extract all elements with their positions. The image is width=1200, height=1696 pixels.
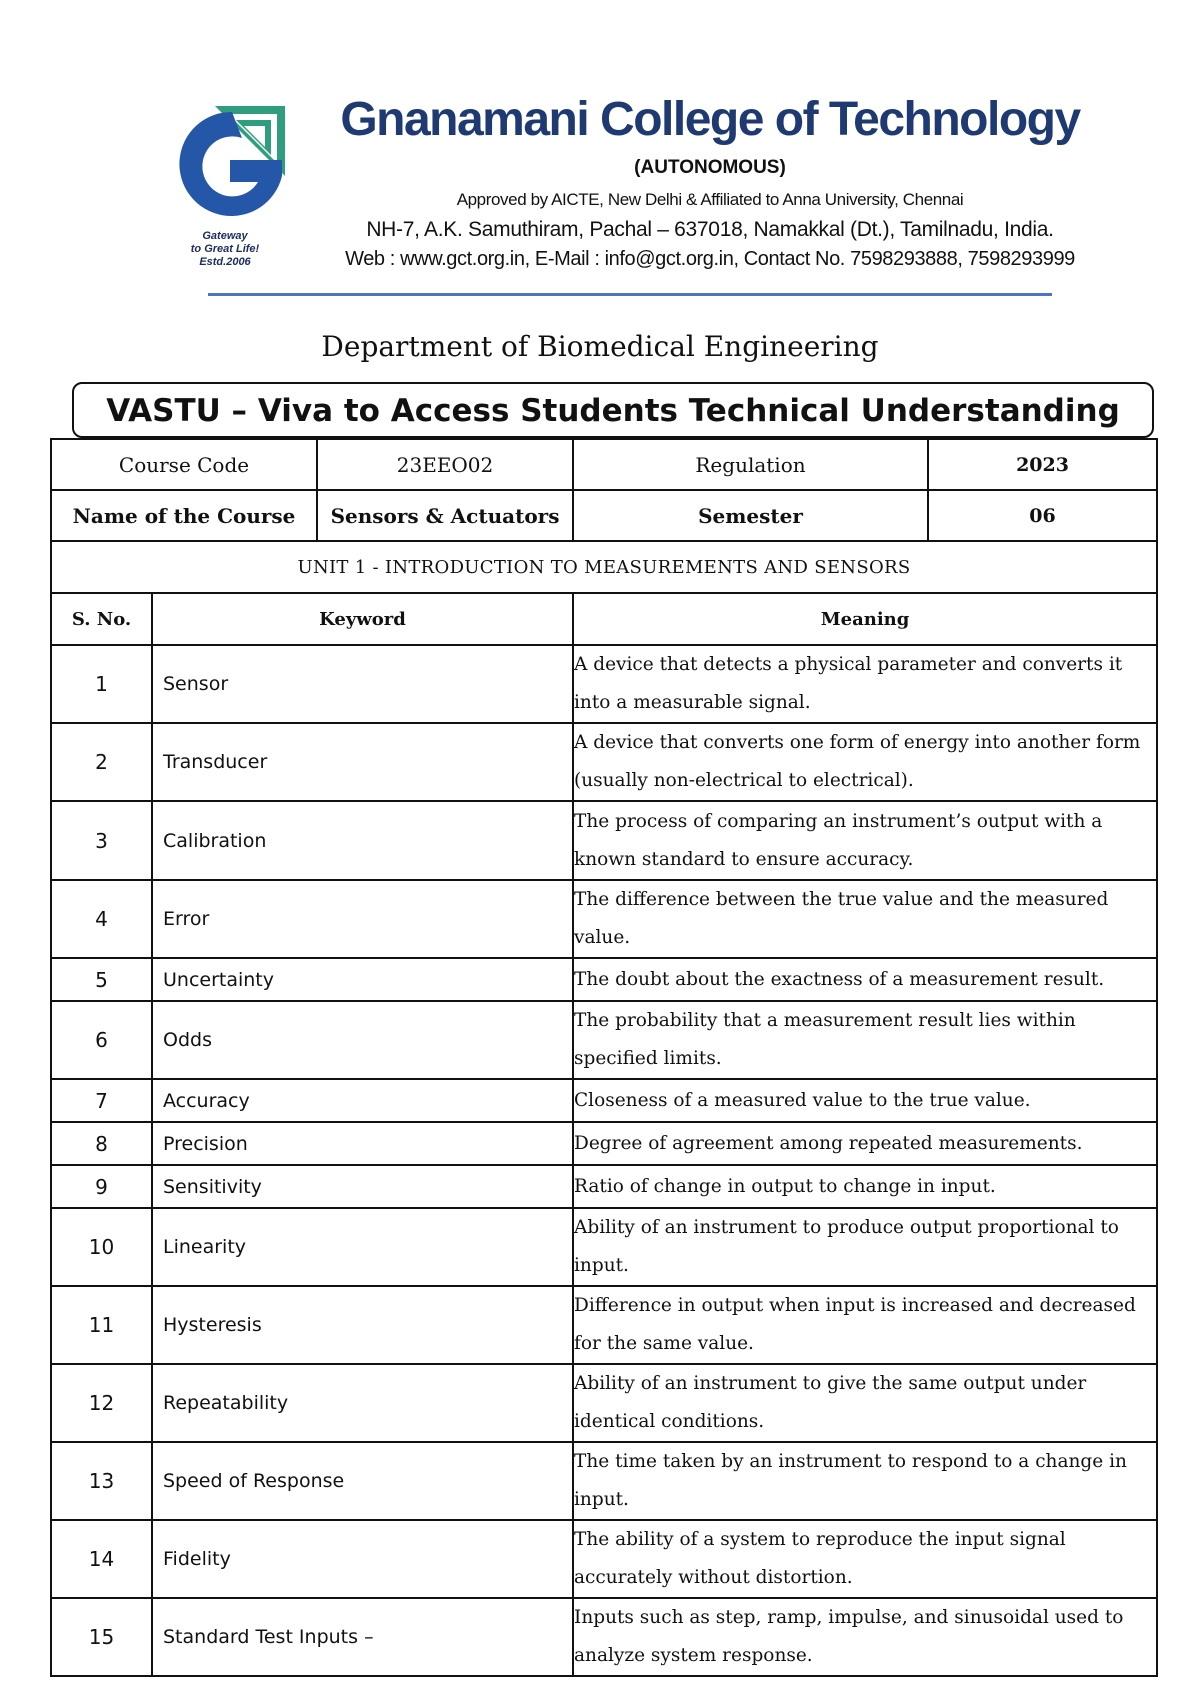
row-keyword: Standard Test Inputs – bbox=[152, 1598, 573, 1676]
row-meaning: Degree of agreement among repeated measurements. bbox=[573, 1122, 1157, 1165]
row-sno: 15 bbox=[51, 1598, 152, 1676]
row-sno: 7 bbox=[51, 1079, 152, 1122]
table-row bbox=[51, 958, 1157, 1001]
row-meaning: Ability of an instrument to produce output proportional to input. bbox=[573, 1208, 1157, 1286]
department-title: Department of Biomedical Engineering bbox=[321, 330, 879, 363]
table-row bbox=[51, 1165, 1157, 1208]
row-meaning: Ratio of change in output to change in input. bbox=[573, 1165, 1157, 1208]
row-meaning: Inputs such as step, ramp, impulse, and sinusoidal used to analyze system response. bbox=[573, 1598, 1157, 1676]
college-logo-icon bbox=[160, 98, 290, 228]
row-sno: 4 bbox=[51, 880, 152, 958]
row-sno: 14 bbox=[51, 1520, 152, 1598]
table-row bbox=[51, 1286, 1157, 1364]
row-keyword: Repeatability bbox=[152, 1364, 573, 1442]
row-sno: 2 bbox=[51, 723, 152, 801]
row-meaning: A device that converts one form of energy into another form (usually non-electrical to electrical). bbox=[573, 723, 1157, 801]
column-header-keyword: Keyword bbox=[152, 593, 573, 645]
table-row bbox=[51, 880, 1157, 958]
row-meaning: Ability of an instrument to give the same output under identical conditions. bbox=[573, 1364, 1157, 1442]
row-meaning: Difference in output when input is increased and decreased for the same value. bbox=[573, 1286, 1157, 1364]
row-keyword: Odds bbox=[152, 1001, 573, 1079]
table-row bbox=[51, 1001, 1157, 1079]
row-keyword: Error bbox=[152, 880, 573, 958]
table-row bbox=[51, 1364, 1157, 1442]
row-keyword: Linearity bbox=[152, 1208, 573, 1286]
table-row bbox=[51, 723, 1157, 801]
college-name: Gnanamani College of Technology bbox=[340, 93, 1080, 146]
regulation-value: 2023 bbox=[928, 439, 1157, 490]
row-keyword: Speed of Response bbox=[152, 1442, 573, 1520]
row-keyword: Sensitivity bbox=[152, 1165, 573, 1208]
course-code-label: Course Code bbox=[51, 439, 317, 490]
autonomous-label: (AUTONOMOUS) bbox=[634, 157, 786, 178]
row-sno: 11 bbox=[51, 1286, 152, 1364]
row-sno: 13 bbox=[51, 1442, 152, 1520]
table-row bbox=[51, 1208, 1157, 1286]
row-keyword: Fidelity bbox=[152, 1520, 573, 1598]
column-header-meaning: Meaning bbox=[573, 593, 1157, 645]
row-sno: 8 bbox=[51, 1122, 152, 1165]
course-code-value: 23EEO02 bbox=[317, 439, 573, 490]
keyword-table bbox=[50, 438, 1158, 1677]
course-code-row bbox=[51, 439, 1157, 490]
row-keyword: Accuracy bbox=[152, 1079, 573, 1122]
row-sno: 5 bbox=[51, 958, 152, 1001]
row-keyword: Uncertainty bbox=[152, 958, 573, 1001]
table-row bbox=[51, 801, 1157, 880]
course-name-row bbox=[51, 490, 1157, 541]
row-meaning: The probability that a measurement result lies within specified limits. bbox=[573, 1001, 1157, 1079]
row-keyword: Transducer bbox=[152, 723, 573, 801]
semester-value: 06 bbox=[928, 490, 1157, 541]
semester-label: Semester bbox=[573, 490, 928, 541]
row-meaning: The process of comparing an instrument’s output with a known standard to ensure accuracy. bbox=[573, 801, 1157, 880]
vastu-title: VASTU – Viva to Access Students Technical Understanding bbox=[106, 393, 1120, 429]
row-sno: 12 bbox=[51, 1364, 152, 1442]
header-divider bbox=[208, 293, 1052, 296]
row-sno: 9 bbox=[51, 1165, 152, 1208]
table-row bbox=[51, 1079, 1157, 1122]
college-contact: Web : www.gct.org.in, E-Mail : info@gct.org.in, Contact No. 7598293888, 7598293999 bbox=[345, 248, 1075, 270]
regulation-label: Regulation bbox=[573, 439, 928, 490]
table-row bbox=[51, 1122, 1157, 1165]
college-address: NH-7, A.K. Samuthiram, Pachal – 637018, Namakkal (Dt.), Tamilnadu, India. bbox=[366, 218, 1054, 241]
course-name-label: Name of the Course bbox=[51, 490, 317, 541]
approval-line: Approved by AICTE, New Delhi & Affiliated to Anna University, Chennai bbox=[456, 190, 964, 209]
table-row bbox=[51, 1598, 1157, 1676]
row-sno: 10 bbox=[51, 1208, 152, 1286]
row-sno: 6 bbox=[51, 1001, 152, 1079]
logo-tagline: Gateway to Great Life! Estd.2006 bbox=[190, 230, 260, 268]
row-sno: 3 bbox=[51, 801, 152, 880]
row-keyword: Hysteresis bbox=[152, 1286, 573, 1364]
row-keyword: Sensor bbox=[152, 645, 573, 723]
unit-title: UNIT 1 - INTRODUCTION TO MEASUREMENTS AND SENSORS bbox=[51, 541, 1157, 593]
table-header-row bbox=[51, 593, 1157, 645]
column-header-sno: S. No. bbox=[51, 593, 152, 645]
row-keyword: Calibration bbox=[152, 801, 573, 880]
row-meaning: The difference between the true value and the measured value. bbox=[573, 880, 1157, 958]
row-meaning: The time taken by an instrument to respond to a change in input. bbox=[573, 1442, 1157, 1520]
row-meaning: The ability of a system to reproduce the input signal accurately without distortion. bbox=[573, 1520, 1157, 1598]
table-row bbox=[51, 1520, 1157, 1598]
row-meaning: The doubt about the exactness of a measurement result. bbox=[573, 958, 1157, 1001]
course-name-value: Sensors & Actuators bbox=[317, 490, 573, 541]
row-meaning: Closeness of a measured value to the true value. bbox=[573, 1079, 1157, 1122]
row-keyword: Precision bbox=[152, 1122, 573, 1165]
table-row bbox=[51, 1442, 1157, 1520]
college-logo bbox=[160, 98, 290, 278]
row-sno: 1 bbox=[51, 645, 152, 723]
row-meaning: A device that detects a physical parameter and converts it into a measurable signal. bbox=[573, 645, 1157, 723]
unit-title-row bbox=[51, 541, 1157, 593]
table-row bbox=[51, 645, 1157, 723]
